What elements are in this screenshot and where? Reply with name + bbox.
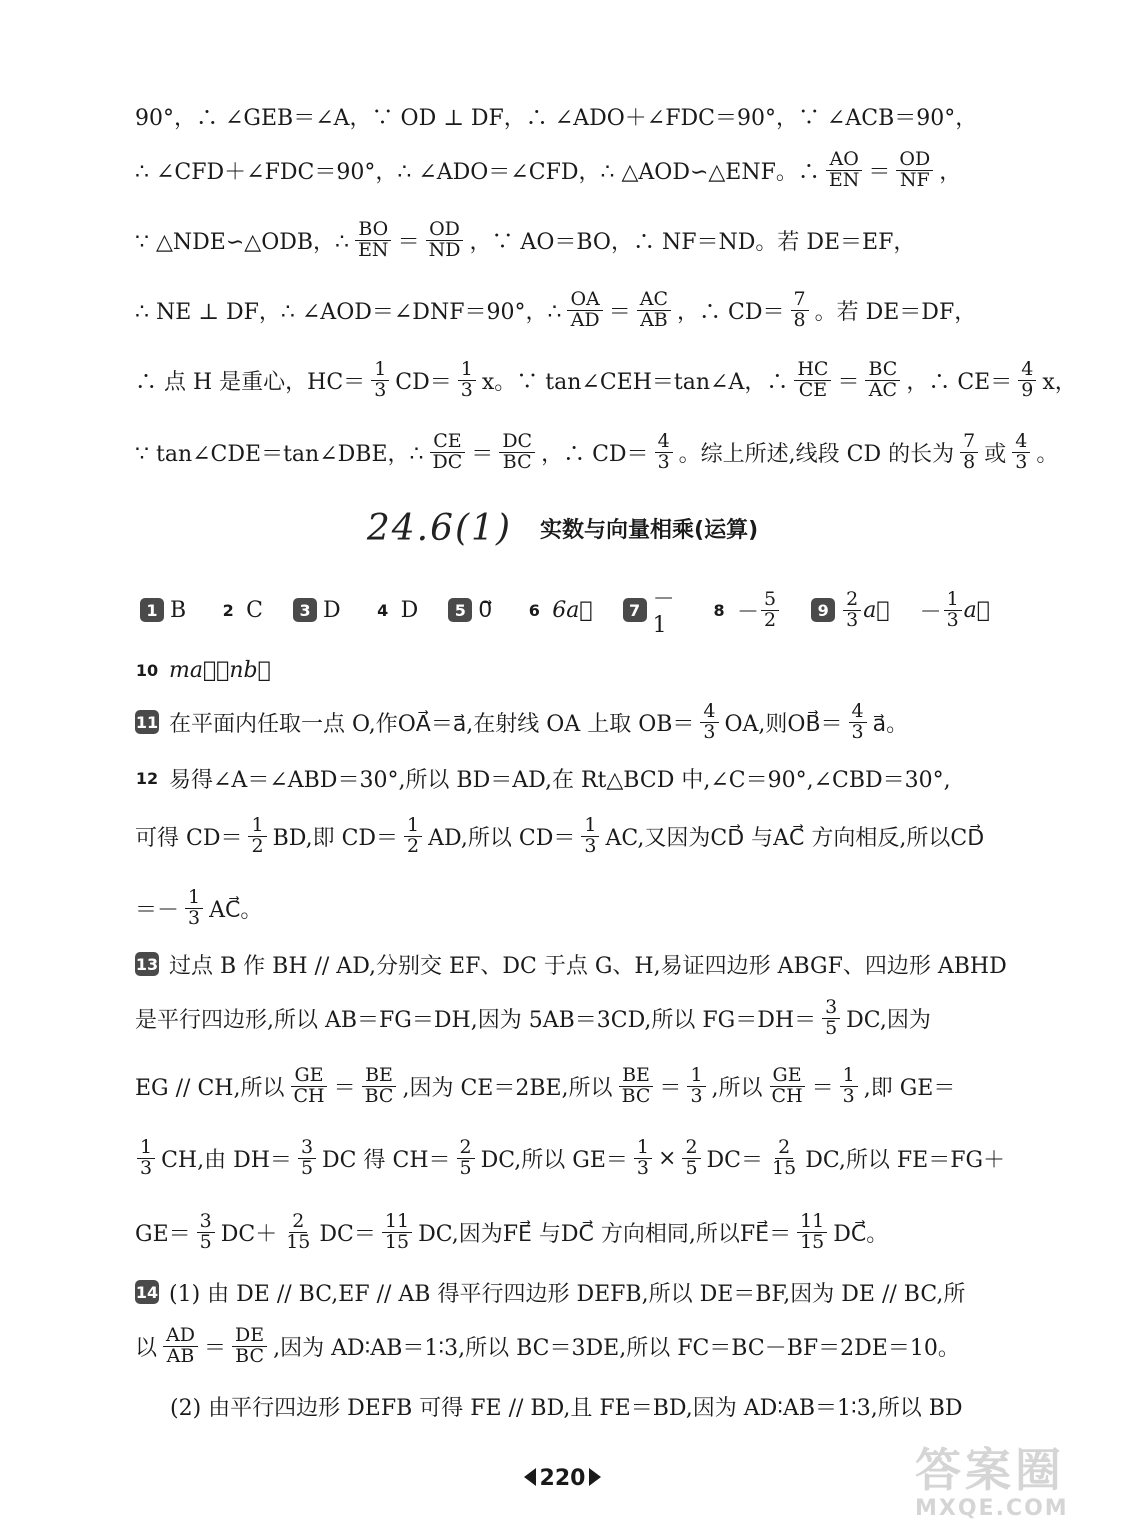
denominator: 3 — [140, 1156, 153, 1179]
numerator: 7 — [960, 432, 978, 453]
numerator: OD — [426, 220, 463, 241]
fraction — [944, 587, 962, 631]
text: ,即 GE＝ — [863, 1075, 956, 1101]
numerator: OD — [896, 150, 933, 171]
text: DC＋ — [220, 1221, 278, 1247]
denominator: 5 — [459, 1156, 472, 1179]
answer-2 — [216, 598, 263, 623]
watermark-logo — [915, 1434, 1105, 1524]
denominator: 3 — [657, 450, 670, 473]
section-number: 24.6(1) — [366, 507, 513, 549]
question-number: 12 — [135, 768, 159, 788]
numerator: 2 — [775, 1138, 793, 1159]
text: 90°，∴ ∠GEB＝∠A，∵ OD ⊥ DF，∴ ∠ADO＋∠FDC＝90°，∵ ∠ACB＝90°， — [135, 105, 978, 131]
numerator: 2 — [457, 1138, 475, 1159]
answer-6 — [522, 598, 592, 623]
text: ＝ — [397, 229, 420, 255]
text: ∴ 点 H 是重心，HC＝ — [135, 369, 366, 395]
text: ＝ — [333, 1075, 356, 1101]
denominator: 5 — [825, 1016, 838, 1039]
fraction — [185, 885, 203, 929]
numerator: 1 — [840, 1066, 858, 1087]
text: ∵ tan∠CDE＝tan∠DBE，∴ — [135, 441, 424, 467]
answer-1 — [140, 598, 186, 623]
answer-value: 6a⃗ — [552, 597, 593, 623]
denominator: 15 — [286, 1230, 311, 1253]
text: AD,所以 CD＝ — [428, 825, 576, 851]
text: ， — [939, 159, 962, 185]
answer-7 — [623, 582, 677, 638]
text: 。 — [1036, 441, 1059, 467]
numerator: GE — [770, 1066, 805, 1087]
denominator: CE — [798, 378, 828, 401]
text: AC,又因为CD⃗ 与AC⃗ 方向相反,所以CD⃗ — [605, 825, 985, 851]
question-13-line-1 — [135, 944, 1055, 984]
section-title: 实数与向量相乘(运算) — [540, 517, 759, 543]
denominator: 3 — [636, 1156, 650, 1179]
denominator: AD — [570, 308, 600, 331]
fraction — [797, 1209, 827, 1253]
fraction — [1012, 429, 1030, 473]
question-number: 14 — [135, 1280, 159, 1304]
numerator: 2 — [682, 1138, 700, 1159]
text: ＝ — [659, 1075, 682, 1101]
numerator: 4 — [655, 432, 673, 453]
numerator: BE — [619, 1066, 653, 1087]
fraction — [197, 1209, 215, 1253]
question-13-line-5 — [135, 1204, 1055, 1260]
text: ＝ — [837, 369, 860, 395]
numerator: AO — [826, 150, 861, 171]
text: BD,即 CD＝ — [272, 825, 399, 851]
fraction — [163, 1323, 198, 1367]
numerator: 4 — [849, 702, 867, 723]
denominator: 3 — [842, 1084, 855, 1107]
text: 可得 CD＝ — [135, 825, 243, 851]
numerator: BO — [355, 220, 391, 241]
denominator: EN — [828, 168, 860, 191]
denominator: 5 — [199, 1230, 212, 1253]
denominator: 15 — [800, 1230, 825, 1253]
answer-value: D — [400, 597, 419, 623]
denominator: 3 — [1015, 450, 1028, 473]
text: ,因为 CE＝2BE,所以 — [402, 1075, 613, 1101]
question-number: 9 — [811, 598, 835, 622]
text: 过点 B 作 BH // AD,分别交 EF、DC 于点 G、H,易证四边形 ABGF、四边形 ABHD — [169, 953, 1007, 979]
question-13-line-2 — [135, 990, 1055, 1046]
text: ,所以 — [711, 1075, 763, 1101]
numerator: DC — [499, 432, 535, 453]
text: (2) 由平行四边形 DEFB 可得 FE // BD,且 FE＝BD,因为 AD∶AB＝1∶3,所以 BD — [170, 1395, 963, 1421]
text-line-1 — [135, 96, 1055, 136]
text: a⃗。 — [872, 711, 909, 737]
text: ＝－ — [135, 897, 180, 923]
question-number: 3 — [293, 598, 317, 622]
numerator: OA — [567, 290, 602, 311]
text-line-4 — [135, 282, 1055, 338]
denominator: CH — [771, 1084, 803, 1107]
text: OA,则OB⃗＝ — [724, 711, 843, 737]
denominator: 15 — [772, 1156, 797, 1179]
numerator: 2 — [843, 590, 861, 611]
denominator: BC — [621, 1084, 651, 1107]
fraction — [822, 995, 840, 1039]
numerator: 1 — [185, 888, 203, 909]
denominator: 3 — [703, 720, 716, 743]
denominator: 8 — [963, 450, 976, 473]
fraction — [761, 587, 779, 631]
denominator: 15 — [384, 1230, 410, 1253]
numerator: AD — [163, 1326, 198, 1347]
text: ＝ — [868, 159, 891, 185]
numerator: 5 — [761, 590, 779, 611]
fraction — [248, 813, 266, 857]
text: ,因为 AD∶AB＝1∶3,所以 BC＝3DE,所以 FC＝BC－BF＝2DE＝10。 — [273, 1335, 960, 1361]
denominator: 3 — [946, 608, 959, 631]
fraction — [791, 287, 809, 331]
question-11 — [135, 694, 1055, 750]
text: ＝ — [811, 1075, 834, 1101]
question-14-line-3 — [170, 1386, 1055, 1426]
fraction — [298, 1135, 316, 1179]
numerator: 3 — [197, 1212, 215, 1233]
numerator: GE — [291, 1066, 326, 1087]
answer-value: B — [170, 597, 187, 623]
numerator: 3 — [822, 998, 840, 1019]
question-12-line-2 — [135, 808, 1055, 864]
denominator: BC — [235, 1344, 264, 1367]
answer-9 — [811, 587, 990, 631]
denominator: AB — [640, 308, 668, 331]
fraction — [382, 1209, 412, 1253]
sign: － — [737, 599, 760, 625]
watermark-sub-text: MXQE.COM — [915, 1496, 1069, 1521]
text: ＝ — [608, 299, 631, 325]
question-number: 4 — [377, 600, 389, 620]
denominator: 5 — [300, 1156, 314, 1179]
denominator: AB — [166, 1344, 195, 1367]
numerator: 4 — [1018, 360, 1036, 381]
fraction — [426, 217, 464, 261]
fraction — [232, 1323, 267, 1367]
vector: a⃗ — [963, 597, 990, 623]
text: 在平面内任取一点 O,作OA⃗＝a⃗,在射线 OA 上取 OB＝ — [169, 711, 695, 737]
answer-3 — [293, 598, 341, 623]
text: ＝ — [471, 441, 494, 467]
fraction — [137, 1135, 155, 1179]
denominator: AC — [868, 378, 898, 401]
page-number-text: 220 — [539, 1466, 586, 1491]
denominator: 2 — [407, 834, 420, 857]
text: CH,由 DH＝ — [161, 1147, 292, 1173]
numerator: 1 — [634, 1138, 652, 1159]
numerator: HC — [794, 360, 831, 381]
fraction — [865, 357, 900, 401]
text: DC,因为 — [846, 1007, 931, 1033]
fraction — [457, 1135, 475, 1179]
question-number: 10 — [135, 660, 159, 680]
fraction — [1018, 357, 1036, 401]
answer-value: 0⃗ — [478, 597, 493, 623]
fraction — [700, 699, 718, 743]
denominator: DC — [432, 450, 463, 473]
fraction — [960, 429, 978, 473]
fraction — [499, 429, 535, 473]
answer-value: D — [323, 597, 341, 623]
fraction — [840, 1063, 858, 1107]
text: DC⃗。 — [833, 1221, 889, 1247]
question-number: 13 — [135, 952, 159, 976]
text: ∴ ∠CFD＋∠FDC＝90°，∴ ∠ADO＝∠CFD，∴ △AOD∽△ENF。∴ — [135, 159, 820, 185]
denominator: 3 — [460, 378, 473, 401]
fraction — [655, 429, 673, 473]
numerator: 4 — [1012, 432, 1030, 453]
fraction — [637, 287, 671, 331]
numerator: 2 — [289, 1212, 307, 1233]
text: x。∵ tan∠CEH＝tan∠A，∴ — [481, 369, 789, 395]
question-12-line-1 — [135, 758, 1055, 798]
text: DC,所以 FE＝FG＋ — [805, 1147, 1006, 1173]
numerator: BE — [362, 1066, 396, 1087]
sign: － — [919, 599, 942, 625]
text: DC,因为FE⃗ 与DC⃗ 方向相同,所以FE⃗＝ — [418, 1221, 792, 1247]
answer-value: －1 — [652, 587, 675, 638]
fraction — [896, 147, 933, 191]
text-line-2 — [135, 142, 1055, 198]
fraction — [362, 1063, 397, 1107]
question-number: 5 — [448, 598, 472, 622]
question-12-line-3 — [135, 880, 1055, 936]
text: DC 得 CH＝ — [322, 1147, 451, 1173]
numerator: DE — [232, 1326, 267, 1347]
numerator: 1 — [404, 816, 422, 837]
vector: a⃗ — [863, 597, 890, 623]
text: EG // CH,所以 — [135, 1075, 285, 1101]
fraction — [769, 1135, 799, 1179]
text: 是平行四边形,所以 AB＝FG＝DH,因为 5AB＝3CD,所以 FG＝DH＝ — [135, 1007, 817, 1033]
numerator: AC — [637, 290, 671, 311]
answer-8 — [707, 587, 781, 631]
fraction — [682, 1135, 700, 1179]
fraction — [769, 1063, 806, 1107]
fraction — [404, 813, 422, 857]
fraction — [567, 287, 602, 331]
question-number: 1 — [140, 598, 164, 622]
question-13-line-4 — [135, 1130, 1055, 1186]
denominator: CH — [293, 1084, 325, 1107]
question-14-line-2 — [135, 1318, 1055, 1374]
answer-5 — [448, 598, 492, 623]
question-10 — [135, 652, 1055, 688]
denominator: BC — [364, 1084, 394, 1107]
section-heading — [0, 508, 1125, 548]
denominator: 2 — [764, 608, 777, 631]
answer-text: ma⃗＋nb⃗ — [169, 657, 271, 683]
text: x， — [1042, 369, 1077, 395]
text: 。若 DE＝DF， — [814, 299, 977, 325]
numerator: 11 — [797, 1212, 827, 1233]
numerator: 1 — [458, 360, 476, 381]
text: ，∴ CE＝ — [906, 369, 1013, 395]
answer-value: C — [246, 597, 264, 623]
text-line-3 — [135, 212, 1055, 268]
numerator: 1 — [371, 360, 389, 381]
denominator: EN — [358, 238, 389, 261]
numerator: CE — [430, 432, 464, 453]
question-number: 11 — [135, 710, 159, 734]
denominator: BC — [502, 450, 532, 473]
denominator: 3 — [851, 720, 864, 743]
fraction — [458, 357, 476, 401]
denominator: 3 — [584, 834, 597, 857]
denominator: NF — [899, 168, 930, 191]
text: 。综上所述,线段 CD 的长为 — [678, 441, 955, 467]
fraction — [355, 217, 392, 261]
denominator: 3 — [188, 906, 201, 929]
denominator: 8 — [793, 308, 806, 331]
text: ，∵ AO＝BO，∴ NF＝ND。若 DE＝EF， — [469, 229, 916, 255]
fraction — [634, 1135, 652, 1179]
question-number: 6 — [528, 600, 540, 620]
text: AC⃗。 — [209, 897, 263, 923]
text: × — [658, 1145, 677, 1171]
fraction — [619, 1063, 654, 1107]
right-triangle-icon — [589, 1468, 601, 1486]
numerator: 1 — [248, 816, 266, 837]
numerator: 1 — [137, 1138, 155, 1159]
denominator: 3 — [690, 1084, 703, 1107]
question-14-line-1 — [135, 1272, 1055, 1312]
numerator: 1 — [944, 590, 962, 611]
denominator: 5 — [685, 1156, 698, 1179]
text: ，∴ CD＝ — [677, 299, 785, 325]
fraction — [581, 813, 599, 857]
numerator: 1 — [687, 1066, 705, 1087]
fraction — [849, 699, 867, 743]
numerator: 7 — [791, 290, 809, 311]
text: (1) 由 DE // BC,EF // AB 得平行四边形 DEFB,所以 DE＝BF,因为 DE // BC,所 — [169, 1281, 966, 1307]
text: ＝ — [203, 1335, 226, 1361]
fraction — [794, 357, 831, 401]
fraction — [290, 1063, 327, 1107]
text: DC,所以 GE＝ — [480, 1147, 628, 1173]
numerator: 1 — [581, 816, 599, 837]
answer-row — [140, 587, 1020, 638]
fraction — [826, 147, 863, 191]
text: CD＝ — [395, 369, 452, 395]
text: ，∴ CD＝ — [541, 441, 649, 467]
denominator: 3 — [846, 608, 859, 631]
text: DC＝ — [706, 1147, 764, 1173]
text: ∴ NE ⊥ DF，∴ ∠AOD＝∠DNF＝90°，∴ — [135, 299, 562, 325]
fraction — [843, 587, 861, 631]
denominator: 2 — [251, 834, 264, 857]
watermark-main-text: 答案圈 — [915, 1443, 1065, 1497]
text: ∵ △NDE∽△ODB，∴ — [135, 229, 350, 255]
text-line-5 — [135, 352, 1077, 408]
fraction — [430, 429, 466, 473]
text: 以 — [135, 1335, 158, 1361]
text: DC＝ — [319, 1221, 376, 1247]
numerator: 4 — [700, 702, 718, 723]
denominator: ND — [428, 238, 461, 261]
denominator: 9 — [1021, 378, 1034, 401]
text-line-6 — [135, 424, 1059, 480]
question-number: 8 — [713, 600, 725, 620]
left-triangle-icon — [524, 1468, 536, 1486]
text: 或 — [984, 441, 1007, 467]
fraction — [371, 357, 389, 401]
question-number: 7 — [623, 598, 647, 622]
denominator: 3 — [374, 378, 387, 401]
fraction — [283, 1209, 313, 1253]
text: GE＝ — [135, 1221, 191, 1247]
answer-4 — [371, 598, 419, 623]
question-13-line-3 — [135, 1058, 1055, 1114]
question-number: 2 — [222, 600, 234, 620]
fraction — [687, 1063, 705, 1107]
numerator: BC — [865, 360, 900, 381]
numerator: 3 — [298, 1138, 316, 1159]
numerator: 11 — [382, 1212, 412, 1233]
text: 易得∠A＝∠ABD＝30°,所以 BD＝AD,在 Rt△BCD 中,∠C＝90°,∠CBD＝30°, — [169, 767, 951, 793]
